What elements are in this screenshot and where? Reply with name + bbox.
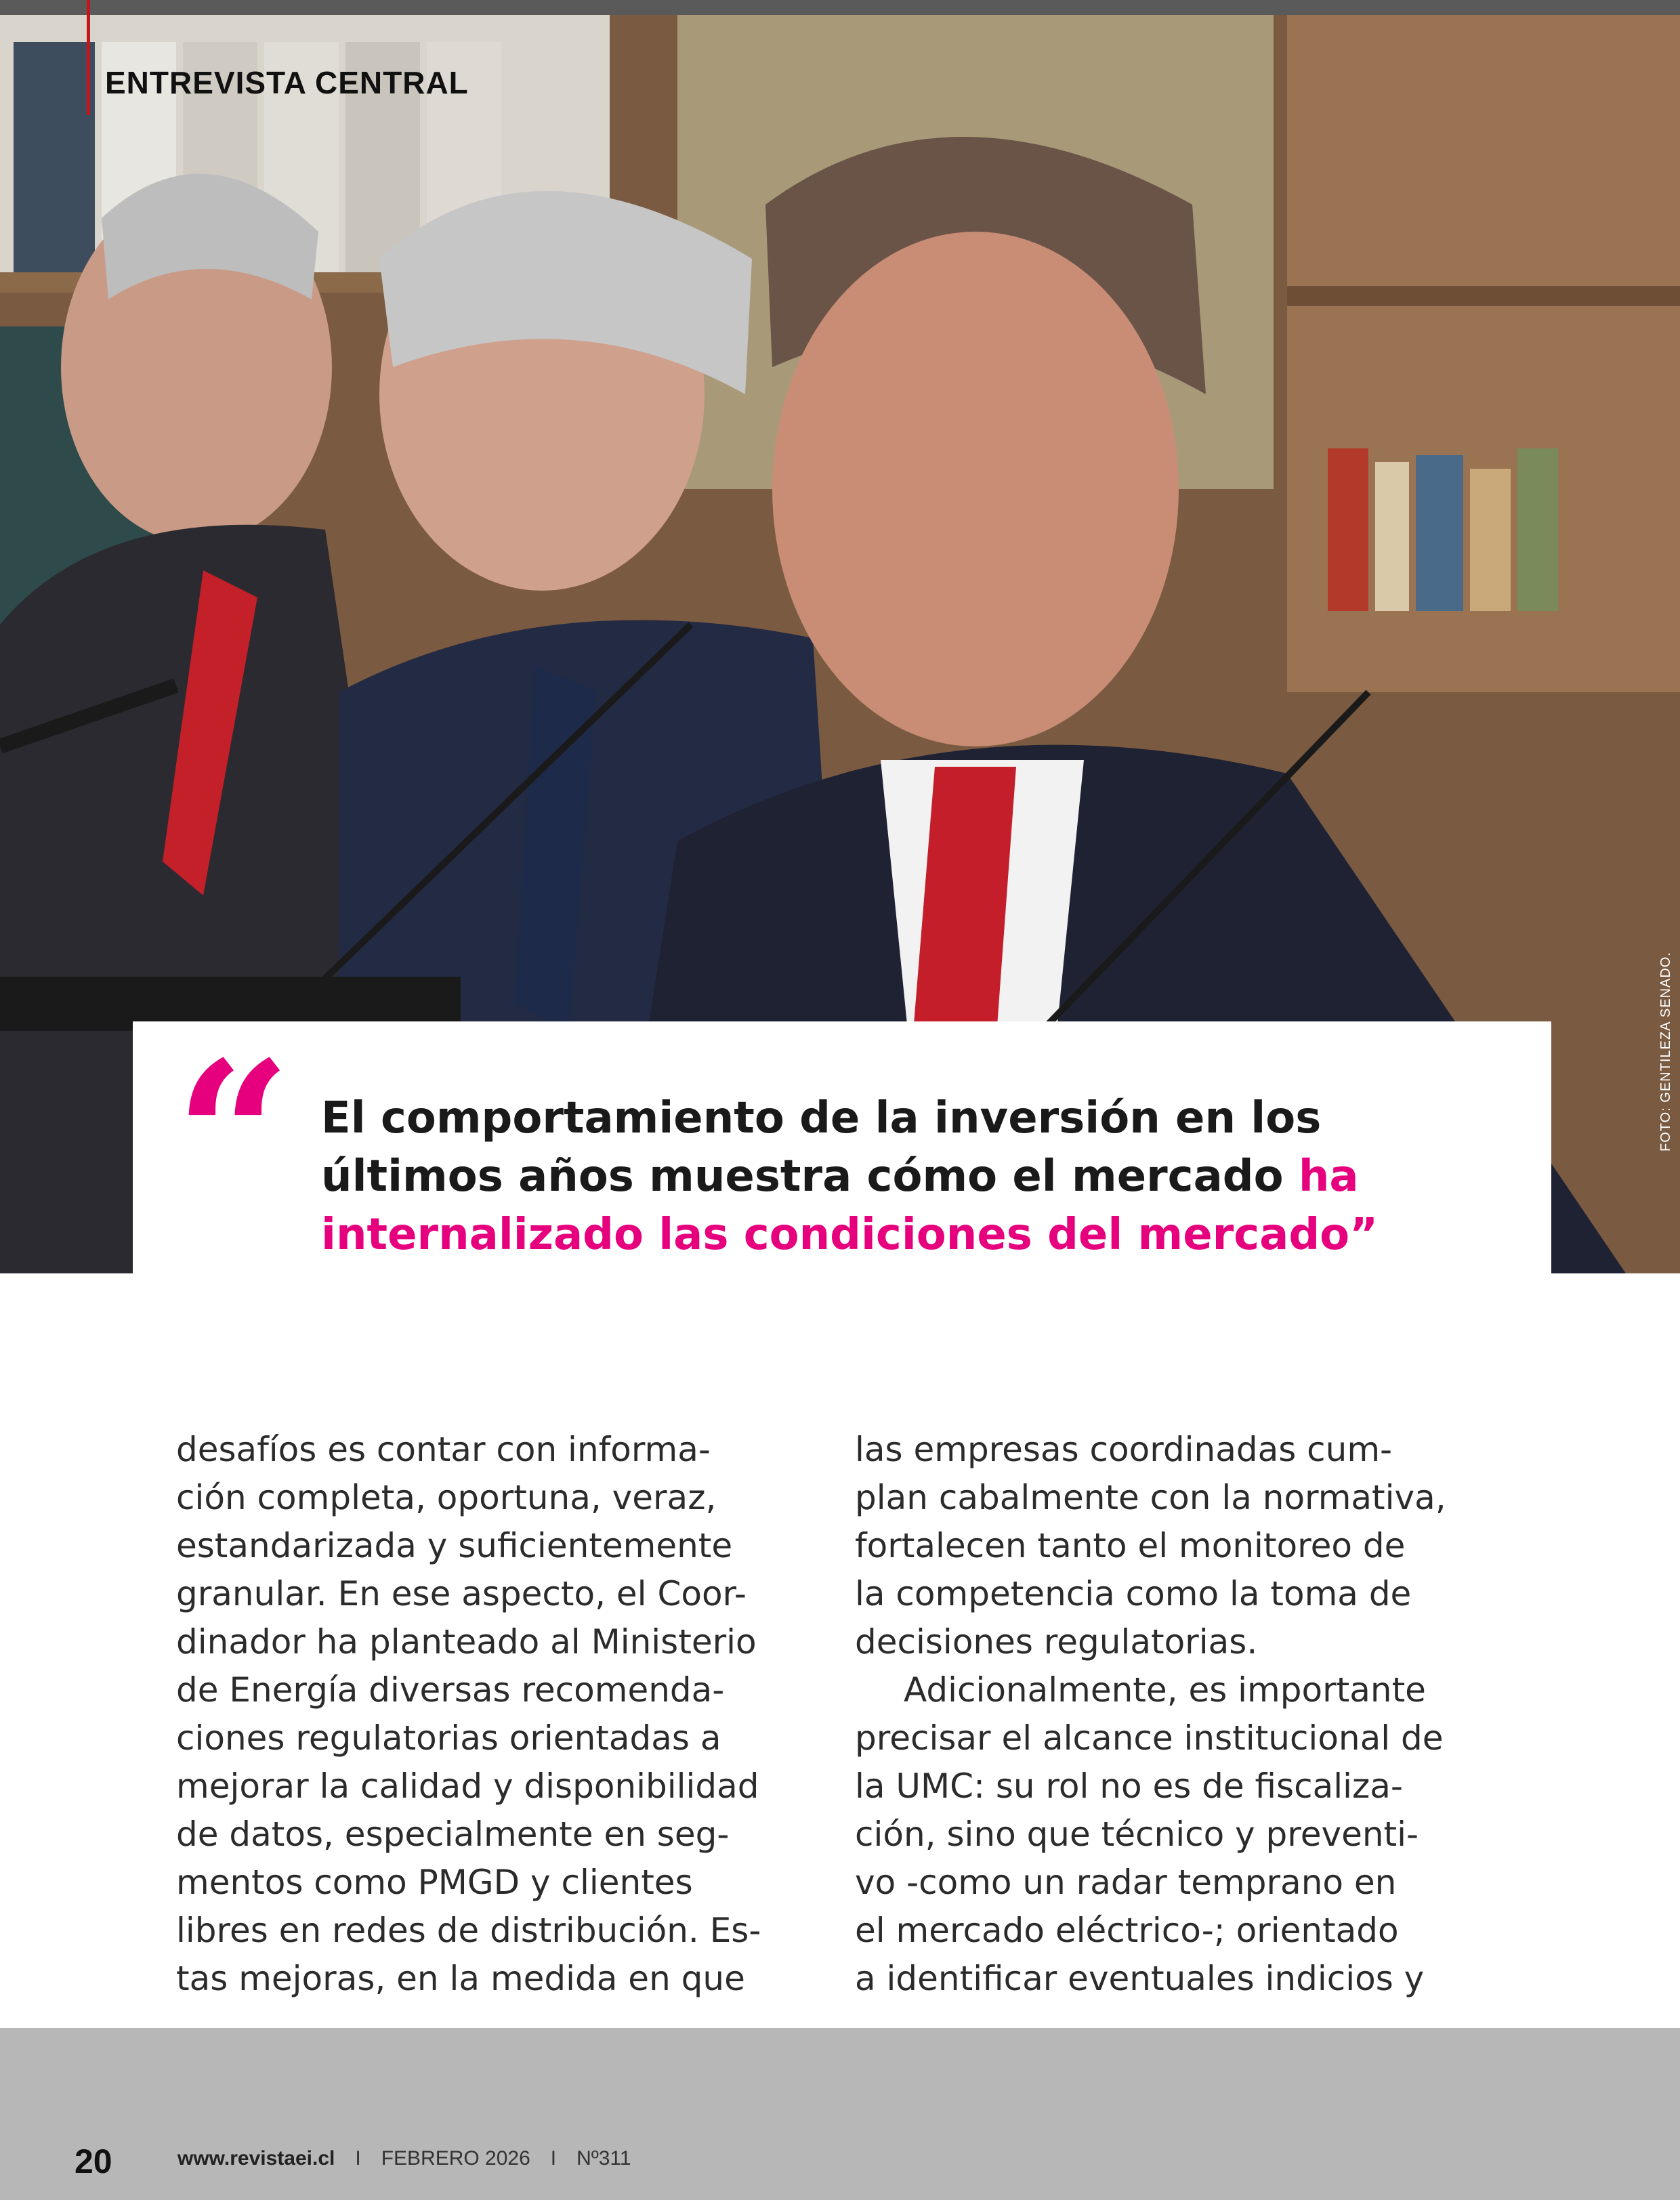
text-line: plan cabalmente con la normativa, — [855, 1478, 1446, 1517]
issue-number: Nº311 — [576, 2147, 631, 2170]
text-line: el mercado eléctrico-; orientado — [855, 1911, 1399, 1950]
text-line: a identificar eventuales indicios y — [855, 1959, 1425, 1998]
text-line: granular. En ese aspecto, el Coor- — [176, 1574, 747, 1613]
footer-separator: I — [355, 2147, 361, 2170]
text-line: la competencia como la toma de — [855, 1574, 1412, 1613]
text-line: vo -como un radar temprano en — [855, 1863, 1397, 1902]
footer-info — [177, 2147, 631, 2170]
quote-text-plain: El comportamiento de la inversión en los últimos años muestra cómo el mercado — [321, 1093, 1322, 1202]
top-bar — [0, 0, 1680, 15]
text-column-left — [176, 1426, 826, 2003]
section-marker — [87, 0, 90, 115]
quote-mark-icon: “ — [175, 1017, 292, 1256]
quote-text-highlight: ha internalizado las condiciones del mercado” — [321, 1151, 1379, 1260]
text-line: Adicionalmente, es importante — [904, 1670, 1426, 1710]
text-line: dinador ha planteado al Ministerio — [176, 1622, 757, 1662]
text-line: decisiones regulatorias. — [855, 1622, 1258, 1662]
text-line: ciones regulatorias orientadas a — [176, 1718, 721, 1758]
text-line: de datos, especialmente en seg- — [176, 1815, 730, 1854]
page-number: 20 — [75, 2142, 112, 2180]
paragraph — [176, 1426, 826, 2003]
paragraph — [855, 1666, 1505, 2003]
text-line: de Energía diversas recomenda- — [176, 1670, 725, 1710]
quote-text — [321, 1089, 1513, 1264]
website-link[interactable]: www.revistaei.cl — [177, 2147, 335, 2170]
text-line: mentos como PMGD y clientes — [176, 1863, 693, 1902]
text-line: las empresas coordinadas cum- — [855, 1430, 1393, 1469]
section-label: ENTREVISTA CENTRAL — [105, 65, 469, 100]
text-line: fortalecen tanto el monitoreo de — [855, 1526, 1406, 1565]
issue-date: FEBRERO 2026 — [381, 2147, 530, 2170]
paragraph — [855, 1426, 1505, 1666]
photo-credit: FOTO: GENTILEZA SENADO. — [1658, 952, 1673, 1151]
text-line: desafíos es contar con informa- — [176, 1430, 711, 1469]
text-line: ción, sino que técnico y preventi- — [855, 1815, 1419, 1854]
text-line: ción completa, oportuna, veraz, — [176, 1478, 717, 1517]
text-line: la UMC: su rol no es de fiscaliza- — [855, 1767, 1403, 1806]
text-line: estandarizada y suficientemente — [176, 1526, 733, 1565]
text-line: tas mejoras, en la medida en que — [176, 1959, 745, 1998]
pull-quote — [133, 1017, 1551, 1273]
page-footer — [0, 2028, 1680, 2200]
text-line: libres en redes de distribución. Es- — [176, 1911, 761, 1950]
text-column-right — [855, 1426, 1505, 2003]
text-line: precisar el alcance institucional de — [855, 1718, 1444, 1758]
footer-separator: I — [550, 2147, 557, 2170]
text-line: mejorar la calidad y disponibilidad — [176, 1767, 759, 1806]
